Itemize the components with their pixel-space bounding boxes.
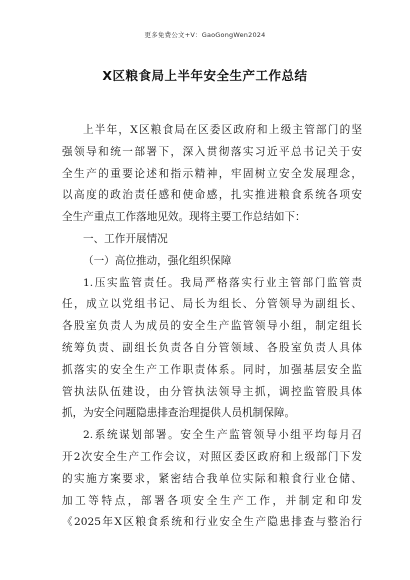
paragraph-line: 的实施方案要求，紧密结合我单位实际和粮食行业仓储、	[62, 472, 362, 485]
document-body	[62, 120, 362, 534]
paragraph-line: 任，成立以党组书记、局长为组长、分管领导为副组长、	[62, 298, 362, 311]
paragraph-line: 开2次安全生产工作会议，对照区委区政府和上级部门下发	[62, 450, 362, 463]
paragraph-line: 《2025年X区粮食系统和行业安全生产隐患排查与整治行	[62, 516, 362, 529]
watermark-text: 更多免费公文+V：GaoGongWen2024	[144, 31, 266, 39]
paragraph-line: 统筹负责、副组长负责各自分管领域、各股室负责人具体	[62, 341, 362, 354]
paragraph-line: 全生产的重要论述和指示精神，牢固树立安全发展理念，	[62, 167, 362, 180]
paragraph-line: 1.压实监管责任。我局严格落实行业主管部门监管责	[83, 276, 362, 289]
paragraph-line: 2.系统谋划部署。安全生产监管领导小组平均每月召	[83, 429, 362, 442]
document-title: X区粮食局上半年安全生产工作总结	[102, 68, 308, 83]
section-heading: 一、工作开展情况	[83, 232, 168, 245]
paragraph-line: 强领导和统一部署下，深入贯彻落实习近平总书记关于安	[62, 145, 362, 158]
paragraph-line: 抓落实的安全生产工作职责体系。同时，加强基层安全监	[62, 363, 362, 376]
paragraph-line: 全生产重点工作落地见效。现将主要工作总结如下：	[62, 211, 306, 224]
paragraph-line: 各股室负责人为成员的安全生产监管领导小组，制定组长	[62, 320, 362, 333]
paragraph-line: 抓，为安全问题隐患排查治理提供人员机制保障。	[62, 407, 296, 420]
paragraph-line: 上半年，X区粮食局在区委区政府和上级主管部门的坚	[83, 124, 362, 136]
subsection-heading: （一）高位推动，强化组织保障	[83, 254, 232, 267]
paragraph-line: 加工等特点，部署各项安全生产工作，并制定和印发	[62, 494, 362, 507]
paragraph-line: 管执法队伍建设，由分管执法领导主抓，调控监管股具体	[62, 385, 362, 398]
paragraph-line: 以高度的政治责任感和使命感，扎实推进粮食系统各项安	[62, 189, 362, 202]
